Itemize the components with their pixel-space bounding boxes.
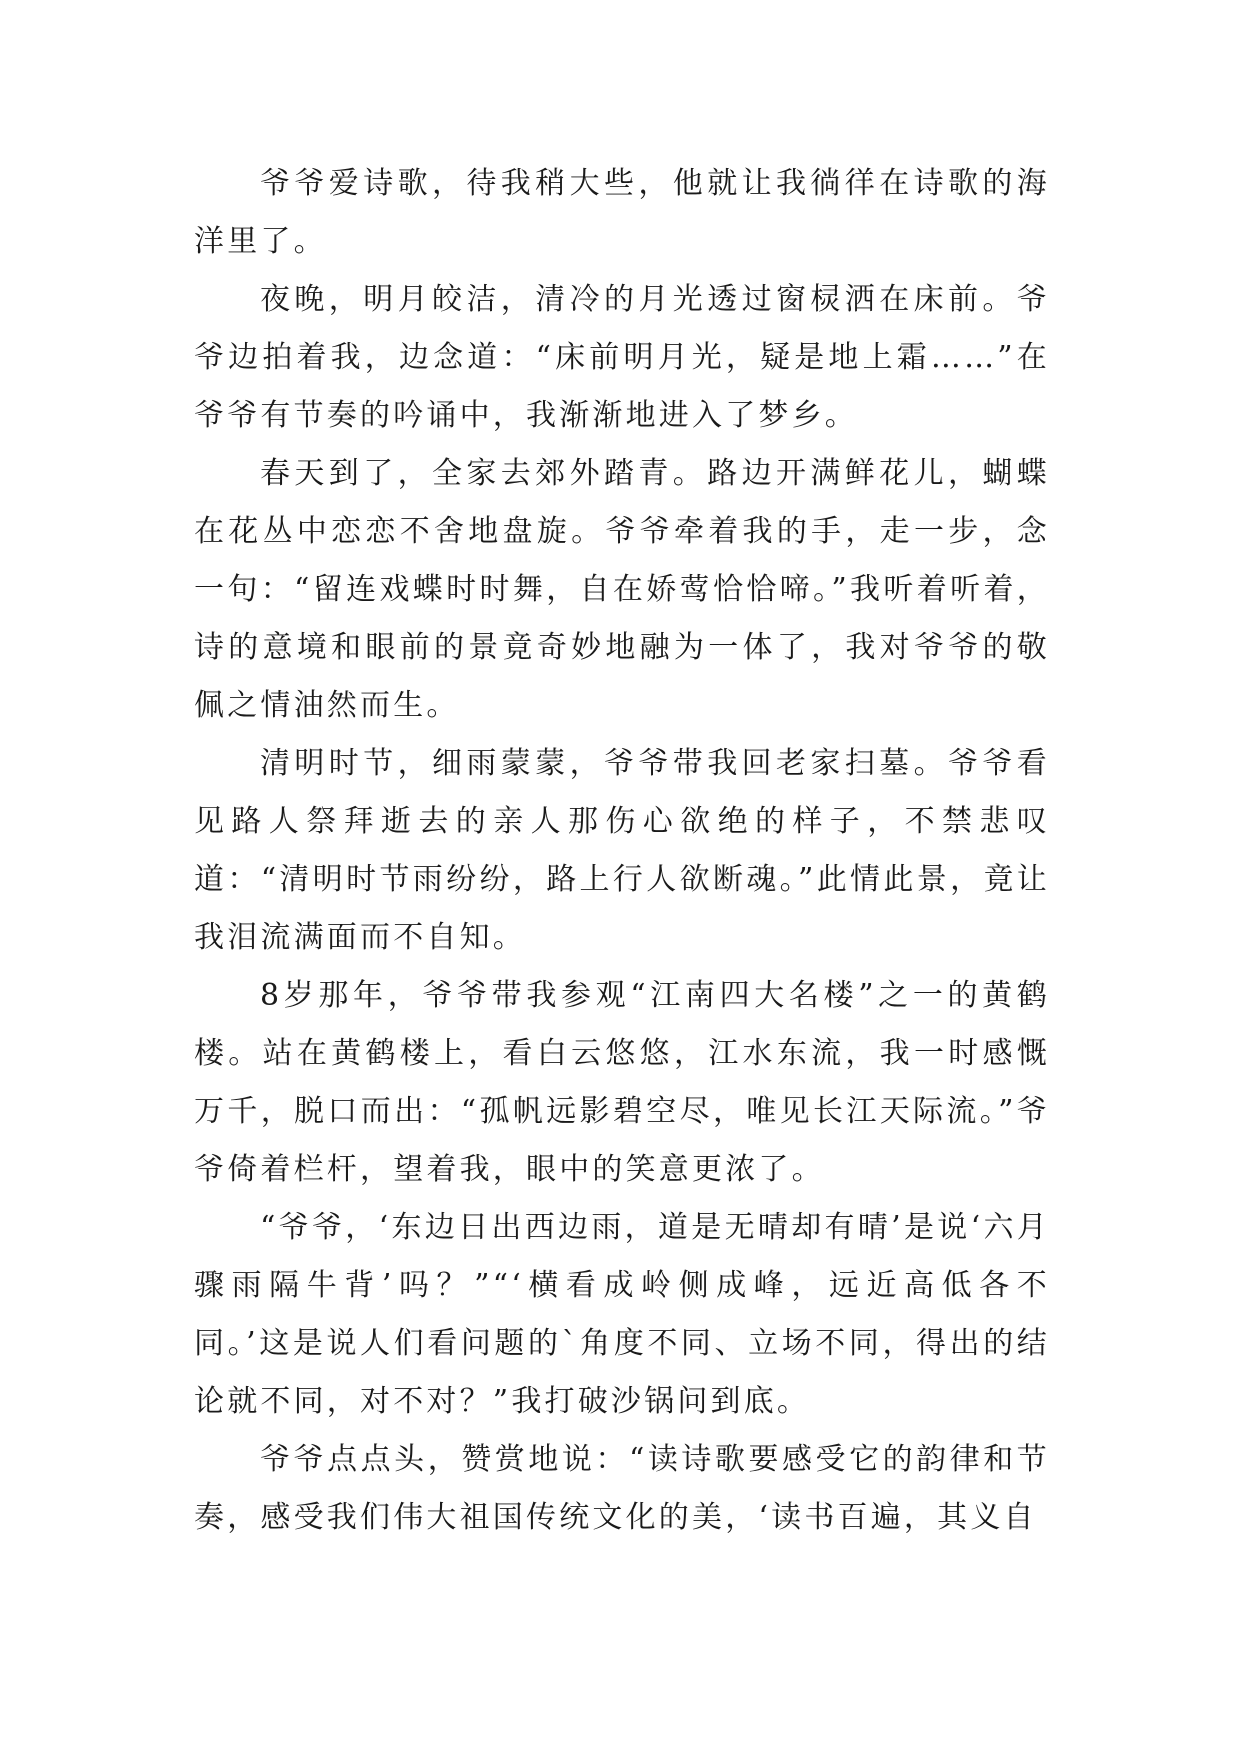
paragraph-1: 爷爷爱诗歌，待我稍大些，他就让我徜徉在诗歌的海洋里了。 xyxy=(194,166,1050,259)
paragraph-4: 清明时节，细雨蒙蒙，爷爷带我回老家扫墓。爷爷看见路人祭拜逝去的亲人那伤心欲绝的样子，不禁悲叹道：“清明时节雨纷纷，路上行人欲断魂。”此情此景，竟让我泪流满面而不自知。 xyxy=(194,746,1050,955)
document-body xyxy=(194,155,1050,1547)
paragraph-6: “爷爷，‘东边日出西边雨，道是无晴却有晴’是说‘六月骤雨隔牛背’吗？”“‘横看成岭侧成峰，远近高低各不同。’这是说人们看问题的`角度不同、立场不同，得出的结论就不同，对不对？”我打破沙锅问到底。 xyxy=(194,1210,1050,1419)
paragraph-7: 爷爷点点头，赞赏地说：“读诗歌要感受它的韵律和节奏，感受我们伟大祖国传统文化的美，‘读书百遍，其义自 xyxy=(194,1442,1050,1535)
paragraph-3: 春天到了，全家去郊外踏青。路边开满鲜花儿，蝴蝶在花丛中恋恋不舍地盘旋。爷爷牵着我的手，走一步，念一句：“留连戏蝶时时舞，自在娇莺恰恰啼。”我听着听着，诗的意境和眼前的景竟奇妙地融为一体了，我对爷爷的敬佩之情油然而生。 xyxy=(194,456,1050,723)
paragraph-2: 夜晚，明月皎洁，清冷的月光透过窗棂洒在床前。爷爷边拍着我，边念道：“床前明月光，疑是地上霜……”在爷爷有节奏的吟诵中，我渐渐地进入了梦乡。 xyxy=(194,282,1050,433)
paragraph-5: 8岁那年，爷爷带我参观“江南四大名楼”之一的黄鹤楼。站在黄鹤楼上，看白云悠悠，江水东流，我一时感慨万千，脱口而出：“孤帆远影碧空尽，唯见长江天际流。”爷爷倚着栏杆，望着我，眼中的笑意更浓了。 xyxy=(194,978,1050,1187)
